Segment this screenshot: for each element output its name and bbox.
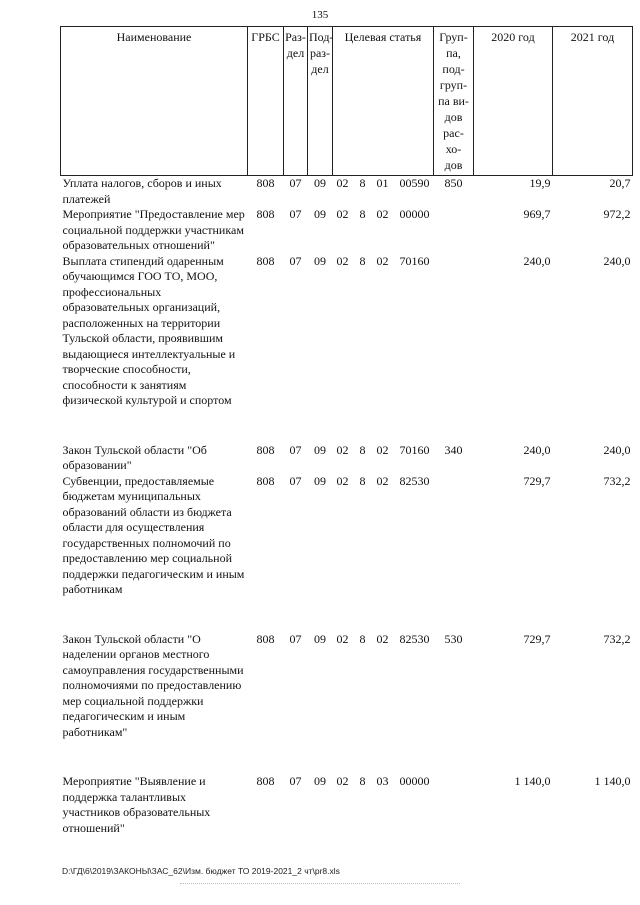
target-direction: 70160 — [399, 442, 430, 457]
header-group: Груп- па, под- груп- па ви- дов рас- хо- дов — [434, 27, 474, 176]
target-event: 02 — [376, 207, 389, 221]
row-expense-group — [434, 254, 474, 409]
row-razdel: 07 — [289, 207, 302, 221]
table-body — [61, 176, 633, 837]
row-value-2020: 969,7 — [523, 207, 551, 221]
row-value-2020: 729,7 — [523, 473, 551, 488]
target-program: 02 — [336, 631, 349, 646]
target-subprogram: 8 — [359, 442, 366, 457]
spacer-cell — [61, 598, 633, 632]
table-row — [61, 207, 633, 254]
row-razdel: 07 — [289, 774, 302, 788]
target-subprogram: 8 — [359, 253, 366, 268]
row-razdel: 07 — [289, 473, 302, 488]
row-target — [333, 474, 434, 598]
page-number: 135 — [311, 9, 329, 21]
target-event: 02 — [376, 253, 389, 268]
row-target — [333, 207, 434, 254]
target-subprogram: 8 — [359, 774, 366, 788]
spacer-cell — [61, 740, 633, 774]
row-podrazdel: 09 — [314, 207, 326, 221]
target-subprogram: 8 — [359, 473, 366, 488]
row-value-2020: 1 140,0 — [514, 774, 551, 788]
row-target — [333, 774, 434, 836]
target-program: 02 — [336, 207, 349, 221]
header-year-2020: 2020 год — [474, 27, 553, 176]
target-direction: 00000 — [399, 207, 430, 221]
target-program: 02 — [336, 473, 349, 488]
table-row — [61, 474, 633, 598]
row-spacer — [61, 740, 633, 774]
target-subprogram: 8 — [359, 631, 366, 646]
table-row — [61, 632, 633, 741]
header-razdel: Раз- дел — [284, 27, 308, 176]
header-year-2021: 2021 год — [553, 27, 633, 176]
row-expense-group — [434, 474, 474, 598]
table-row — [61, 774, 633, 836]
row-value-2020: 240,0 — [523, 442, 551, 457]
row-spacer — [61, 598, 633, 632]
target-subprogram: 8 — [359, 176, 366, 190]
row-expense-group: 530 — [444, 631, 463, 646]
row-podrazdel: 09 — [314, 473, 326, 488]
target-direction: 82530 — [399, 473, 430, 488]
row-expense-group — [434, 774, 474, 836]
row-grbs: 808 — [256, 473, 275, 488]
row-value-2021: 732,2 — [603, 631, 631, 646]
row-spacer — [61, 409, 633, 443]
header-name: Наименование — [61, 27, 248, 176]
row-target — [333, 632, 434, 741]
row-value-2021: 1 140,0 — [594, 774, 631, 788]
target-program: 02 — [336, 176, 349, 190]
table-row — [61, 176, 633, 208]
row-grbs: 808 — [256, 631, 275, 646]
target-event: 02 — [376, 442, 389, 457]
row-name: Закон Тульской области "Об образовании" — [62, 442, 207, 472]
row-podrazdel: 09 — [314, 631, 326, 646]
target-direction: 00590 — [399, 176, 430, 190]
row-name: Уплата налогов, сборов и иных платежей — [62, 176, 222, 206]
table-header — [61, 27, 633, 176]
budget-table — [60, 26, 633, 836]
row-name: Мероприятие "Предоставление мер социальной поддержки участникам образовательных отношений" — [62, 207, 245, 252]
spacer-cell — [61, 409, 633, 443]
row-razdel: 07 — [289, 442, 302, 457]
header-podrazdel: Под- раз- дел — [308, 27, 333, 176]
row-podrazdel: 09 — [314, 774, 326, 788]
file-path: D:\ГД\6\2019\ЗАКОНЫ\ЗАС_62\Изм. бюджет ТО 2019-2021_2 чт\pr8.xls — [62, 866, 340, 876]
row-target — [333, 176, 434, 208]
row-value-2020: 729,7 — [523, 631, 551, 646]
row-target — [333, 443, 434, 474]
scan-artifact — [180, 883, 460, 885]
table-row — [61, 443, 633, 474]
header-grbs: ГРБС — [248, 27, 284, 176]
row-value-2021: 240,0 — [603, 253, 631, 268]
row-value-2021: 972,2 — [603, 207, 631, 221]
row-grbs: 808 — [256, 774, 275, 788]
row-value-2020: 240,0 — [523, 253, 551, 268]
target-event: 03 — [376, 774, 389, 788]
row-name: Закон Тульской области "О наделении органов местного самоуправления государственными полномочиями по предоставлению мер социальной поддержки педагогическим и иным работникам" — [62, 631, 244, 739]
target-program: 02 — [336, 253, 349, 268]
row-podrazdel: 09 — [314, 442, 326, 457]
row-expense-group: 850 — [444, 176, 463, 190]
row-razdel: 07 — [289, 631, 302, 646]
row-grbs: 808 — [256, 176, 275, 190]
header-target: Целевая статья — [333, 27, 434, 176]
row-razdel: 07 — [289, 176, 302, 190]
row-grbs: 808 — [256, 253, 275, 268]
row-expense-group: 340 — [444, 442, 463, 457]
row-podrazdel: 09 — [314, 176, 326, 190]
row-expense-group — [434, 207, 474, 254]
row-name: Субвенции, предоставляемые бюджетам муниципальных образований области из бюджета области для осуществления государственных полномочий по предоставлению мер социальной поддержки педагогическим и иным работникам — [62, 473, 245, 596]
table-row — [61, 254, 633, 409]
row-value-2021: 20,7 — [609, 176, 631, 190]
target-direction: 00000 — [399, 774, 430, 788]
target-direction: 70160 — [399, 253, 430, 268]
row-target — [333, 254, 434, 409]
target-event: 02 — [376, 631, 389, 646]
row-name: Выплата стипендий одаренным обучающимся ГОО ТО, МОО, профессиональных образовательных организаций, расположенных на территории Тульской области, проявившим выдающиеся интеллектуальные и творческие способности, способности к занятиям физической культурой и спортом — [62, 253, 236, 407]
row-podrazdel: 09 — [314, 253, 326, 268]
row-name: Мероприятие "Выявление и поддержка талантливых участников образовательных отношений" — [62, 774, 211, 835]
row-value-2021: 240,0 — [603, 442, 631, 457]
target-program: 02 — [336, 442, 349, 457]
row-value-2021: 732,2 — [603, 473, 631, 488]
target-event: 01 — [376, 176, 389, 190]
row-value-2020: 19,9 — [529, 176, 551, 190]
row-grbs: 808 — [256, 207, 275, 221]
target-direction: 82530 — [399, 631, 430, 646]
target-event: 02 — [376, 473, 389, 488]
target-program: 02 — [336, 774, 349, 788]
row-grbs: 808 — [256, 442, 275, 457]
row-razdel: 07 — [289, 253, 302, 268]
target-subprogram: 8 — [359, 207, 366, 221]
